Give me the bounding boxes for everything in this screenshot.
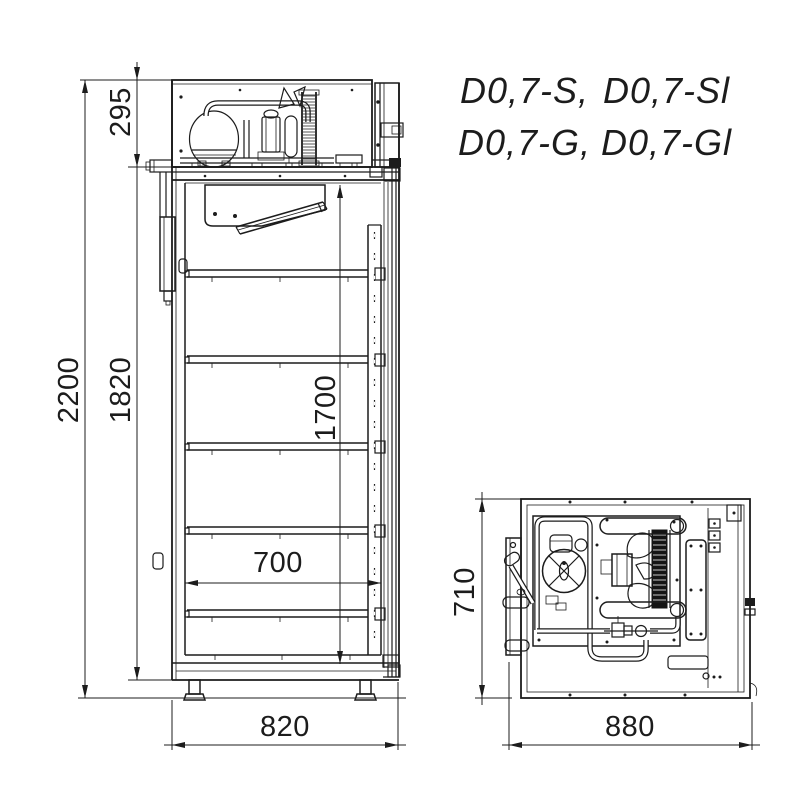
dim-label-overall-height: 2200: [53, 356, 85, 424]
dim-label-depth: 710: [449, 567, 481, 617]
compressor-top: [543, 535, 588, 610]
title-block: [458, 70, 732, 163]
dim-label-door-height: 1820: [105, 356, 137, 424]
evaporator-drip-tray: [236, 202, 327, 234]
model-name: D0,7-Gl: [601, 122, 733, 163]
dim-label-overall-width: 820: [260, 711, 310, 743]
fan-motor-front: [258, 110, 284, 160]
cabinet-body: [172, 80, 399, 680]
wall-clip: [153, 553, 163, 569]
vent-slot: [668, 656, 708, 669]
model-name: D0,7-S,: [460, 70, 590, 111]
dim-label-interior-height: 1700: [310, 374, 342, 442]
strut: [503, 550, 533, 651]
dim-width: [502, 662, 760, 750]
valve-assembly: [604, 616, 658, 640]
top-view-outline: [521, 499, 757, 698]
dim-interior-width: [185, 547, 381, 586]
front-view: [53, 62, 406, 750]
deck-bracket: [336, 155, 362, 167]
pipe-elbow: [150, 160, 172, 172]
cabinet-feet: [184, 680, 376, 700]
model-name: D0,7-G,: [458, 122, 592, 163]
evaporator: [205, 185, 327, 234]
right-hardware: [668, 505, 755, 688]
machinery-compartment: [172, 80, 398, 167]
shelf-rack: [368, 225, 381, 655]
dim-label-interior-width: 700: [253, 547, 303, 579]
model-name: D0,7-Sl: [603, 70, 731, 111]
fan-top: [596, 533, 657, 608]
dim-label-compartment-height: 295: [105, 87, 137, 137]
pipe-fitting: [575, 539, 587, 551]
condenser-front: [299, 90, 319, 166]
filter-drier: [285, 116, 297, 157]
top-view: [449, 492, 760, 750]
side-pipe-assembly: [146, 160, 187, 569]
compressor-front: [190, 111, 239, 167]
access-panel: [686, 540, 706, 640]
dim-label-width: 880: [605, 711, 655, 743]
dim-interior-height: [310, 185, 343, 664]
dim-compartment-and-door-height: [105, 62, 178, 680]
